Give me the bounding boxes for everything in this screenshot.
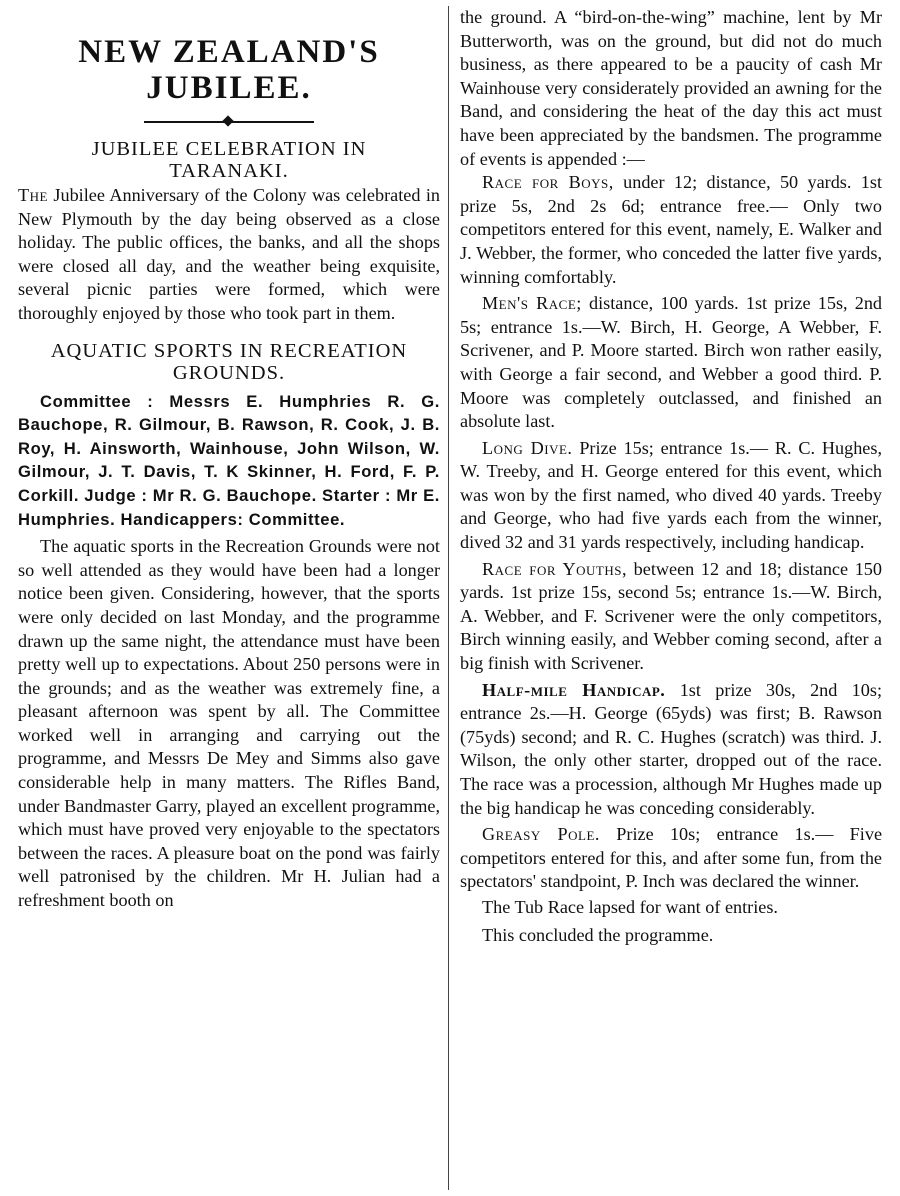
- event-text: Prize 15s; entrance 1s.— R. C. Hughes, W. Treeby, and H. George entered for this event, which was won by the first named, who dived 40 yards. Treeby and George, who had five yards each from the winner, dived 32 and 31 yards respectively, including handicap.: [460, 437, 883, 553]
- event-long-dive: [460, 437, 882, 555]
- event-text: under 12; distance, 50 yards. 1st prize 5s, 2nd 2s 6d; entrance free.— Only two competitors entered for this event, namely, E. Walker and J. Webber, the former, who conceded the latter five yards, winning comfortably.: [460, 172, 882, 287]
- headline-line-2: JUBILEE.: [146, 70, 312, 106]
- section-heading-aquatic: [18, 340, 440, 384]
- closing-paragraph: This concluded the programme.: [482, 924, 714, 945]
- event-title: Greasy Pole.: [482, 824, 600, 845]
- left-column: [18, 8, 440, 913]
- tub-race-paragraph: The Tub Race lapsed for want of entries.: [482, 896, 778, 917]
- lead-word: The: [18, 185, 48, 205]
- continuation-paragraph: the ground. A “bird-on-the-wing” machine, lent by Mr Butterworth, was on the ground, but did not do much business, as there appeared to be a paucity of cash Mr Wainhouse very considerately provided an awning for the Band, and considering the heat of the day this act must have been appreciated by the bandsmen. The programme of events is appended :—: [460, 7, 882, 169]
- aquatic-body-paragraph: The aquatic sports in the Recreation Grounds were not so well attended as they would have been had a longer notice been given. Considering, however, that the sports were only decided on last Monday, and the programme drawn up the same night, the attendance must have been pretty well up to expectations. About 250 persons were in the grounds; and as the weather was extremely fine, a pleasant afternoon was spent by all. The Committee worked well in arranging and carrying out the programme, and Messrs De Mey and Simms also gave considerable help in many matters. The Rifles Band, under Bandmaster Garry, played an excellent programme, which must have proved very enjoyable to the spectators between the races. A pleasure boat on the pond was fairly well patronised by the children. Mr H. Julian had a refreshment booth on: [18, 536, 440, 911]
- jubilee-text: Jubilee Anniversary of the Colony was celebrated in New Plymouth by the day being observed as a close holiday. The public offices, the banks, and all the shops were closed all day, and the weather being exquisite, several picnic parties were formed, which were thoroughly enjoyed by those who took part in them.: [18, 185, 441, 323]
- event-title: Half-mile Handicap.: [482, 679, 666, 700]
- event-greasy-pole: [460, 823, 882, 894]
- event-mens-race: [460, 292, 882, 434]
- event-text: Prize 10s; entrance 1s.— Five competitors entered for this, and after some fun, from the spectators' standpoint, P. Inch was declared the winner.: [460, 824, 883, 892]
- section-heading-aquatic-line-1: AQUATIC SPORTS IN RECREATION: [50, 339, 408, 362]
- headline-line-1: NEW ZEALAND'S: [78, 34, 380, 70]
- committee-list: Committee : Messrs E. Humphries R. G. Bauchope, R. Gilmour, B. Rawson, R. Cook, J. B. Roy, H. Ainsworth, Wainhouse, John Wilson, W. Gilmour, J. T. Davis, T. K Skinner, H. Ford, F. P. Corkill. Judge : Mr R. G. Bauchope. Starter : Mr E. Humphries. Handicappers: Committee.: [18, 391, 440, 529]
- section-heading-jubilee-line-1: JUBILEE CELEBRATION IN: [91, 138, 367, 160]
- column-divider: [448, 6, 449, 1190]
- section-heading-jubilee-line-2: TARANAKI.: [169, 160, 289, 182]
- event-title: Race for Youths,: [482, 558, 628, 579]
- event-race-for-boys: [460, 171, 882, 289]
- ornamental-rule: [144, 116, 314, 128]
- event-text: between 12 and 18; distance 150 yards. 1st prize 15s, second 5s; entrance 1s.—W. Birch, A. Webber, and F. Scrivener were the only competitors, Birch winning easily, and Webber coming second, after a big finish with Scrivener.: [460, 558, 882, 674]
- event-race-for-youths: [460, 558, 882, 676]
- event-text: 1st prize 30s, 2nd 10s; entrance 2s.—H. George (65yds) was first; B. Rawson (75yds) second; and R. C. Hughes (scratch) was third. J. Wilson, the only other starter, dropped out of the race. The race was a procession, although Mr Hughes made up the big handicap he was conceding considerably.: [460, 679, 882, 818]
- section-heading-jubilee: [18, 138, 440, 182]
- headline: [18, 34, 440, 106]
- right-column: [460, 6, 882, 947]
- event-title: Long Dive.: [482, 437, 573, 458]
- jubilee-paragraph: [18, 184, 440, 326]
- event-half-mile-handicap: [460, 679, 882, 821]
- section-heading-aquatic-line-2: GROUNDS.: [172, 361, 286, 384]
- event-title: Men's Race;: [482, 293, 582, 314]
- event-title: Race for Boys,: [482, 172, 614, 193]
- diamond-ornament-icon: [222, 115, 233, 126]
- event-text: distance, 100 yards. 1st prize 15s, 2nd 5s; entrance 1s.—W. Birch, H. George, A Webber, F. Scrivener, and P. Moore started. Birch won rather easily, with George a fair second, and Webber a good third. P. Moore was completely outclassed, and finished an absolute last.: [460, 293, 883, 432]
